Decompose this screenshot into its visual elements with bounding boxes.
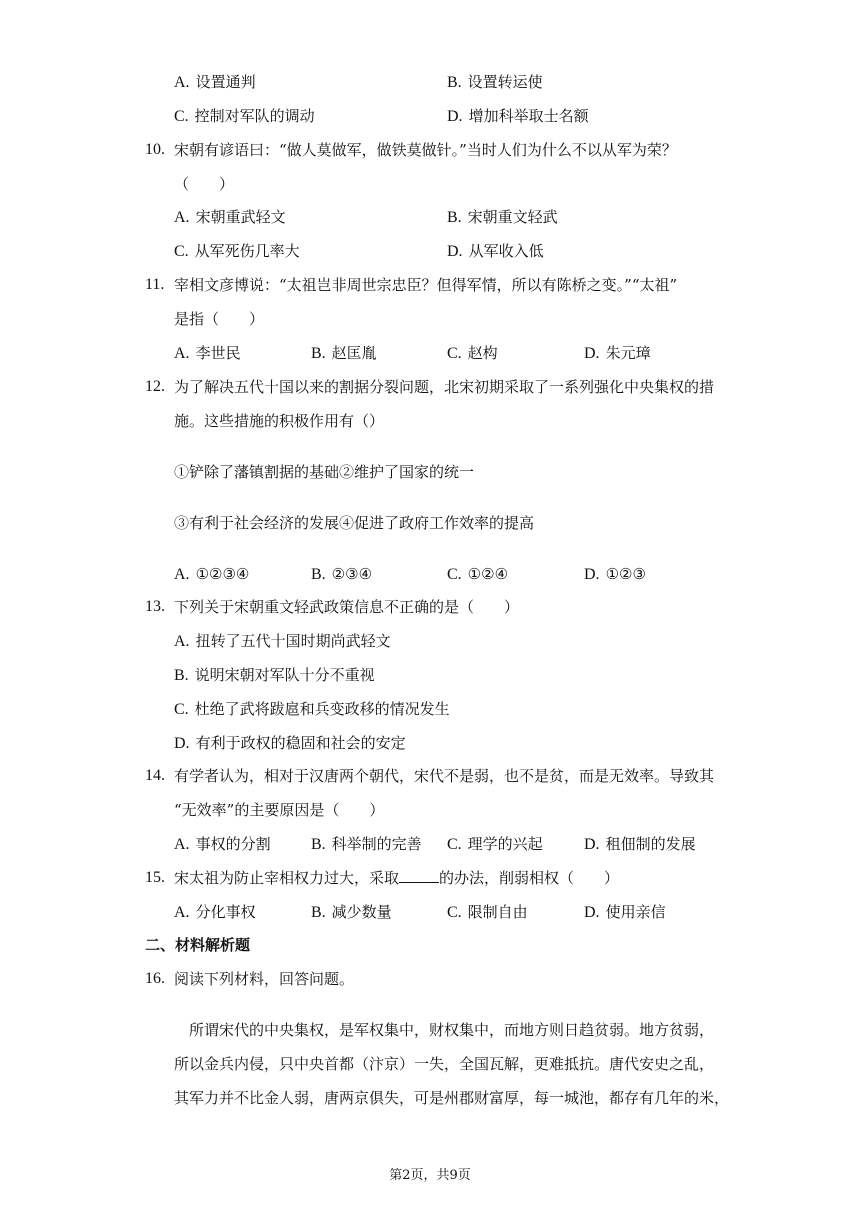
- q10-option-d: D. 从军收入低: [447, 242, 544, 260]
- q12-option-d: D. ①②③: [584, 565, 646, 583]
- q12-statement-line1: ①铲除了藩镇割据的基础②维护了国家的统一: [174, 463, 475, 481]
- q10-option-b: B. 宋朝重文轻武: [447, 208, 558, 226]
- q9-option-a: A. 设置通判: [174, 73, 256, 91]
- q16-material-line3: 其军力并不比金人弱，唐两京俱失，可是州郡财富厚，每一城池，都存有几年的米，: [174, 1089, 730, 1107]
- q9-option-d: D. 增加科举取士名额: [447, 107, 589, 125]
- q14-number: 14.: [145, 767, 165, 784]
- q12-statement-line2: ③有利于社会经济的发展④促进了政府工作效率的提高: [174, 514, 535, 532]
- q10-option-a: A. 宋朝重武轻文: [174, 208, 286, 226]
- page-footer: 第2页，共9页: [389, 1168, 471, 1183]
- q14-option-a: A. 事权的分割: [174, 835, 271, 853]
- q15-option-b: B. 减少数量: [311, 903, 392, 921]
- q12-option-b: B. ②③④: [311, 565, 373, 583]
- q11-option-c: C. 赵构: [447, 344, 498, 362]
- q16-material-line1: 所谓宋代的中央集权，是军权集中，财权集中，而地方则日趋贫弱。地方贫弱，: [189, 1021, 715, 1039]
- q11-stem-line1: 宰相文彦博说：“太祖岂非周世宗忠臣？但得军情，所以有陈桥之变。”“太祖”: [174, 276, 678, 294]
- q11-stem-line2: 是指（ ）: [174, 310, 265, 328]
- q12-number: 12.: [145, 378, 165, 395]
- q13-option-b: B. 说明宋朝对军队十分不重视: [174, 666, 375, 684]
- q13-option-a: A. 扭转了五代十国时期尚武轻文: [174, 632, 391, 650]
- q12-option-c: C. ①②④: [447, 565, 509, 583]
- q15-fill-blank: [399, 868, 439, 883]
- q14-option-c: C. 理学的兴起: [447, 835, 543, 853]
- q10-stem-line1: 宋朝有谚语曰：“做人莫做军，做铁莫做针。”当时人们为什么不以从军为荣？: [174, 141, 677, 159]
- q12-stem-line1: 为了解决五代十国以来的割据分裂问题，北宋初期采取了一系列强化中央集权的措: [174, 378, 715, 396]
- q16-stem: 阅读下列材料，回答问题。: [174, 970, 355, 988]
- section-heading: 二、材料解析题: [145, 936, 251, 954]
- q16-number: 16.: [145, 970, 165, 987]
- q13-option-d: D. 有利于政权的稳固和社会的安定: [174, 734, 406, 752]
- q10-option-c: C. 从军死伤几率大: [174, 242, 300, 260]
- q16-material-line2: 所以金兵内侵，只中央首都（汴京）一失，全国瓦解，更难抵抗。唐代安史之乱，: [174, 1055, 715, 1073]
- q11-option-d: D. 朱元璋: [584, 344, 651, 362]
- q13-number: 13.: [145, 598, 165, 615]
- q15-option-d: D. 使用亲信: [584, 903, 666, 921]
- q15-stem: 宋太祖为防止宰相权力过大，采取 的办法，削弱相权（ ）: [174, 869, 620, 887]
- q15-option-c: C. 限制自由: [447, 903, 528, 921]
- q11-option-a: A. 李世民: [174, 344, 241, 362]
- q13-stem: 下列关于宋朝重文轻武政策信息不正确的是（ ）: [174, 598, 520, 616]
- q12-option-a: A. ①②③④: [174, 565, 250, 583]
- q14-stem-line2: “无效率”的主要原因是（ ）: [174, 801, 385, 819]
- q11-option-b: B. 赵匡胤: [311, 344, 377, 362]
- q13-option-c: C. 杜绝了武将跋扈和兵变政移的情况发生: [174, 700, 450, 718]
- q15-option-a: A. 分化事权: [174, 903, 256, 921]
- q9-option-b: B. 设置转运使: [447, 73, 543, 91]
- q14-stem-line1: 有学者认为，相对于汉唐两个朝代，宋代不是弱，也不是贫，而是无效率。导致其: [174, 767, 715, 785]
- q9-option-c: C. 控制对军队的调动: [174, 107, 315, 125]
- q10-number: 10.: [145, 141, 165, 158]
- q15-number: 15.: [145, 869, 165, 886]
- q14-option-b: B. 科举制的完善: [311, 835, 422, 853]
- q10-stem-line2: （ ）: [174, 175, 235, 193]
- q11-number: 11.: [145, 276, 165, 293]
- q12-stem-line2: 施。这些措施的积极作用有（）: [174, 412, 385, 430]
- q14-option-d: D. 租佃制的发展: [584, 835, 696, 853]
